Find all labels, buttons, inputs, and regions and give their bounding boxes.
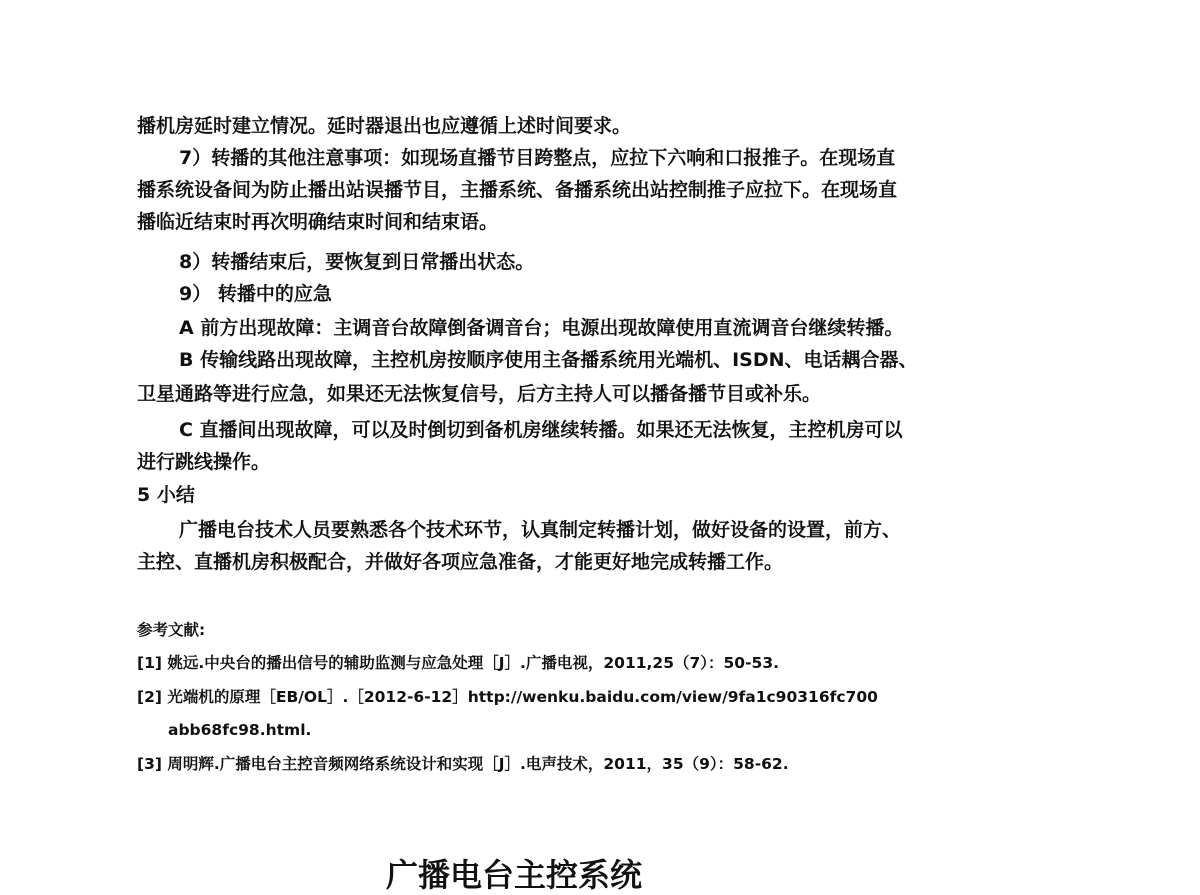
body-line: 8）转播结束后，要恢复到日常播出状态。: [179, 251, 535, 273]
section-heading: 5 小结: [137, 484, 195, 506]
body-line: 9） 转播中的应急: [179, 283, 332, 305]
body-line: 播机房延时建立情况。延时器退出也应遵循上述时间要求。: [137, 115, 632, 137]
body-line: 卫星通路等进行应急，如果还无法恢复信号，后方主持人可以播备播节目或补乐。: [137, 383, 822, 405]
reference-item: [2] 光端机的原理［EB/OL］.［2012-6-12］http://wenku.baidu.com/view/9fa1c90316fc700: [137, 688, 878, 706]
body-line: 播临近结束时再次明确结束时间和结束语。: [137, 211, 499, 233]
summary-line: 主控、直播机房积极配合，并做好各项应急准备，才能更好地完成转播工作。: [137, 551, 784, 573]
body-line: 7）转播的其他注意事项：如现场直播节目跨整点，应拉下六响和口报推子。在现场直: [179, 147, 896, 169]
reference-item: abb68fc98.html.: [168, 721, 312, 739]
body-line: 播系统设备间为防止播出站误播节目，主播系统、备播系统出站控制推子应拉下。在现场直: [137, 179, 898, 201]
reference-item: [3] 周明辉.广播电台主控音频网络系统设计和实现［J］.电声技术，2011，35（9）：58-62.: [137, 755, 789, 773]
references-label: 参考文献:: [137, 621, 206, 639]
next-article-title-partial: 广播电台主控系统: [386, 856, 643, 894]
reference-item: [1] 姚远.中央台的播出信号的辅助监测与应急处理［J］.广播电视，2011,25（7）：50-53.: [137, 654, 779, 672]
body-line: 进行跳线操作。: [137, 451, 271, 473]
summary-line: 广播电台技术人员要熟悉各个技术环节，认真制定转播计划，做好设备的设置，前方、: [179, 519, 902, 541]
body-line: A 前方出现故障：主调音台故障倒备调音台；电源出现故障使用直流调音台继续转播。: [179, 317, 904, 339]
body-line: C 直播间出现故障，可以及时倒切到备机房继续转播。如果还无法恢复，主控机房可以: [179, 419, 903, 441]
body-line: B 传输线路出现故障，主控机房按顺序使用主备播系统用光端机、ISDN、电话耦合器、: [179, 349, 918, 371]
